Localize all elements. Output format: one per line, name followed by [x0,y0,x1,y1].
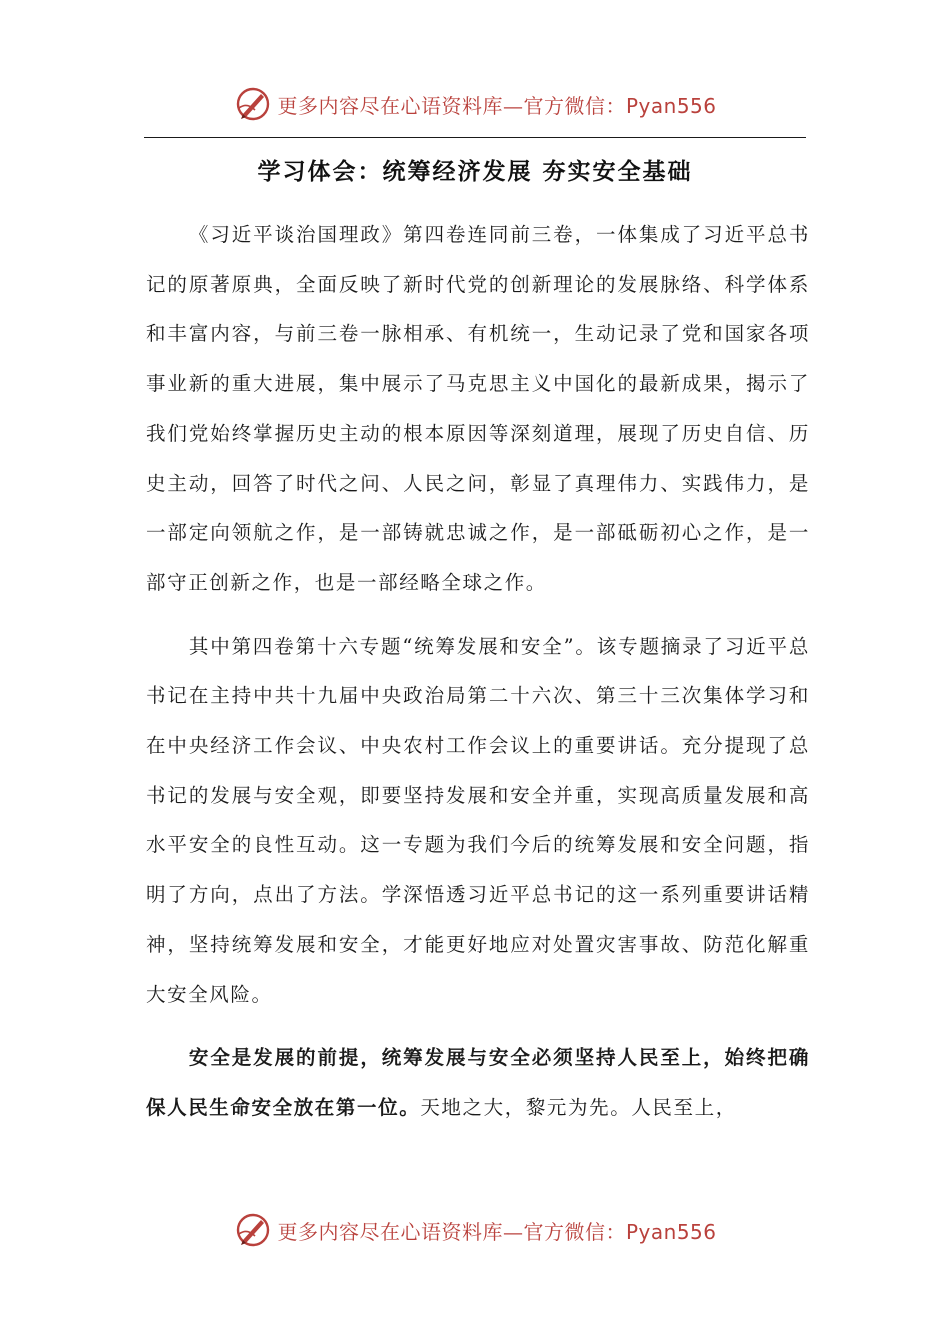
paragraph-3-emphasis: 安全是发展的前提，统筹发展与安全必须坚持人民至上，始终把确保人民生命安全放在第一位。 [146,1046,810,1119]
header-banner-text: 更多内容尽在心语资料库—官方微信： [277,93,626,118]
pen-logo-icon [233,1210,273,1250]
paragraph-3-text: 天地之大，黎元为先。人民至上， [420,1095,737,1119]
footer-banner [0,1210,950,1250]
paragraph-3 [146,1033,810,1132]
document-title: 学习体会：统筹经济发展 夯实安全基础 [257,159,693,185]
footer-banner-text: 更多内容尽在心语资料库—官方微信： [277,1219,626,1244]
header-wechat-id: Pyan556 [625,93,717,118]
header-divider [144,137,806,138]
paragraph-2: 其中第四卷第十六专题“统筹发展和安全”。该专题摘录了习近平总书记在主持中共十九届中央政治局第二十六次、第三十三次集体学习和在中央经济工作会议、中央农村工作会议上的重要讲话。充分提现了总书记的发展与安全观，即要坚持发展和安全并重，实现高质量发展和高水平安全的良性互动。这一专题为我们今后的统筹发展和安全问题，指明了方向，点出了方法。学深悟透习近平总书记的这一系列重要讲话精神，坚持统筹发展和安全，才能更好地应对处置灾害事故、防范化解重大安全风险。 [146,634,810,1006]
document-body [146,210,810,1133]
footer-wechat-id: Pyan556 [625,1219,717,1244]
paragraph-1: 《习近平谈治国理政》第四卷连同前三卷，一体集成了习近平总书记的原著原典，全面反映了新时代党的创新理论的发展脉络、科学体系和丰富内容，与前三卷一脉相承、有机统一，生动记录了党和国家各项事业新的重大进展，集中展示了马克思主义中国化的最新成果，揭示了我们党始终掌握历史主动的根本原因等深刻道理，展现了历史自信、历史主动，回答了时代之问、人民之问，彰显了真理伟力、实践伟力，是一部定向领航之作，是一部铸就忠诚之作，是一部砥砺初心之作，是一部守正创新之作，也是一部经略全球之作。 [146,223,810,594]
header-banner [0,84,950,124]
pen-logo-icon [233,84,273,124]
